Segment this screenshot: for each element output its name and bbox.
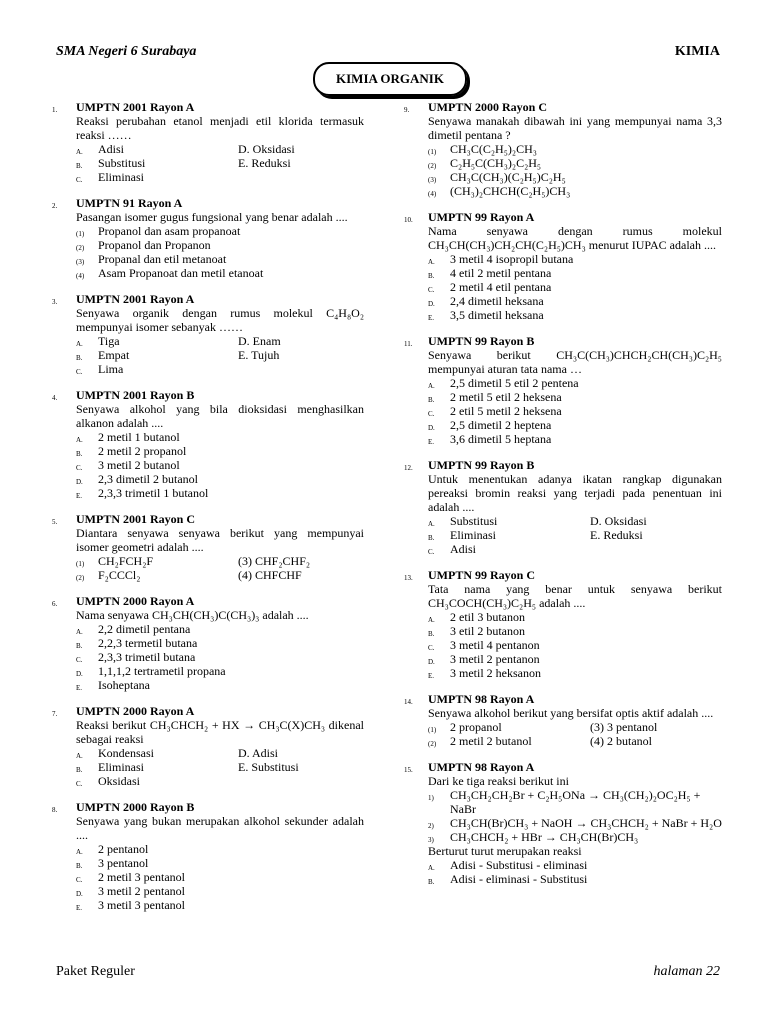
option-text: 2 metil 1 butanol (98, 430, 180, 444)
option-text: Lima (98, 362, 124, 376)
question-number: 12. (404, 464, 413, 472)
page-number: halaman 22 (653, 964, 720, 979)
option-label: A. (76, 752, 83, 760)
option-label: A. (428, 864, 435, 872)
option-label: C. (76, 876, 83, 884)
option-item (590, 720, 722, 734)
option-text: 2,2 dimetil pentana (98, 622, 191, 636)
question-source: UMPTN 2000 Rayon C (428, 100, 547, 114)
option-label: (1) (76, 230, 85, 238)
question-number: 11. (404, 340, 413, 348)
option-label: E. (76, 492, 83, 500)
options-list (428, 610, 722, 680)
options-list (76, 334, 364, 376)
reaction-item (428, 788, 722, 816)
option-text: 3 metil 2 pentanon (450, 652, 540, 666)
option-label: B. (76, 766, 83, 774)
option-label: A. (428, 520, 435, 528)
option-item (76, 430, 364, 444)
option-text: Substitusi (98, 156, 146, 170)
option-label: E. (428, 438, 435, 446)
option-text: CH₂FCH₂F (98, 554, 154, 568)
option-text: 3 etil 2 butanon (450, 624, 525, 638)
option-label: (4) (76, 272, 85, 280)
question-text: Tata nama yang benar untuk senyawa berikut CH₃COCH(CH₃)C₂H₅ adalah .... (428, 582, 722, 610)
option-item (76, 746, 238, 760)
question-text: Nama senyawa dengan rumus molekul CH₃CH(CH₃)CH₂CH(C₂H₅)CH₃ menurut IUPAC adalah .... (428, 224, 722, 252)
options-list (428, 858, 722, 886)
option-item (428, 418, 722, 432)
question-text: Senyawa organik dengan rumus molekul C₄H₈O₂ mempunyai isomer sebanyak …… (76, 306, 364, 334)
option-label: (1) (428, 726, 437, 734)
option-text: 3 metil 4 isopropil butana (450, 252, 574, 266)
option-item (76, 568, 238, 582)
option-item (76, 334, 238, 348)
question-source: UMPTN 99 Rayon A (428, 210, 535, 224)
section-title: KIMIA ORGANIK (313, 62, 467, 96)
option-label: (3) (428, 176, 437, 184)
option-text: (3) 3 pentanol (590, 720, 658, 734)
option-label: C. (428, 644, 435, 652)
question-item (404, 760, 722, 886)
question-item (404, 100, 722, 198)
option-text: 2,5 dimetil 2 heptena (450, 418, 552, 432)
option-item (238, 348, 364, 362)
school-name: SMA Negeri 6 Surabaya (56, 44, 197, 59)
question-item (404, 568, 722, 680)
option-item (428, 858, 722, 872)
option-item (428, 734, 590, 748)
option-label: C. (428, 286, 435, 294)
option-item (76, 224, 364, 238)
question-item (52, 512, 364, 582)
option-text: 1,1,1,2 tertrametil propana (98, 664, 226, 678)
option-label: D. (428, 300, 435, 308)
option-item (76, 856, 364, 870)
option-label: B. (76, 450, 83, 458)
question-source: UMPTN 2000 Rayon B (76, 800, 195, 814)
option-text: Propanal dan etil metanoat (98, 252, 227, 266)
option-text: 2 metil 4 etil pentana (450, 280, 552, 294)
option-item (428, 652, 722, 666)
question-number: 2. (52, 202, 58, 210)
option-item (428, 542, 590, 556)
option-label: C. (428, 410, 435, 418)
option-text: E. Tujuh (238, 348, 280, 362)
question-source: UMPTN 2000 Rayon A (76, 704, 195, 718)
option-text: 2,3,3 trimetil butana (98, 650, 196, 664)
option-label: E. (428, 672, 435, 680)
reaction-label: 1) (428, 794, 434, 802)
question-number: 15. (404, 766, 413, 774)
question-item (52, 100, 364, 184)
option-text: 4 etil 2 metil pentana (450, 266, 552, 280)
option-text: 2,5 dimetil 5 etil 2 pentena (450, 376, 579, 390)
question-number: 7. (52, 710, 58, 718)
option-text: Tiga (98, 334, 120, 348)
option-item (428, 514, 590, 528)
question-source: UMPTN 98 Rayon A (428, 760, 535, 774)
question-text: Senyawa alkohol yang bila dioksidasi menghasilkan alkanon adalah .... (76, 402, 364, 430)
option-item (76, 472, 364, 486)
question-item (404, 334, 722, 446)
option-item (428, 528, 590, 542)
option-item (76, 678, 364, 692)
option-label: B. (76, 162, 83, 170)
question-number: 10. (404, 216, 413, 224)
question-number: 6. (52, 600, 58, 608)
option-item (76, 486, 364, 500)
option-item (76, 650, 364, 664)
option-text: Isoheptana (98, 678, 150, 692)
question-item (52, 594, 364, 692)
option-item (76, 362, 238, 376)
option-text: D. Oksidasi (590, 514, 647, 528)
option-item (428, 666, 722, 680)
page-header (56, 44, 720, 64)
option-label: D. (76, 478, 83, 486)
question-source: UMPTN 99 Rayon C (428, 568, 535, 582)
option-text: Empat (98, 348, 130, 362)
question-text: Untuk menentukan adanya ikatan rangkap digunakan pereaksi bromin reaksi yang terjadi pada penentuan ini adalah .... (428, 472, 722, 514)
option-text: 3 metil 2 pentanol (98, 884, 185, 898)
question-text: Pasangan isomer gugus fungsional yang benar adalah .... (76, 210, 348, 224)
option-label: C. (76, 368, 83, 376)
option-label: B. (428, 878, 435, 886)
option-label: (3) (76, 258, 85, 266)
option-text: Adisi - eliminasi - Substitusi (450, 872, 588, 886)
option-text: Asam Propanoat dan metil etanoat (98, 266, 264, 280)
option-text: E. Substitusi (238, 760, 299, 774)
question-text: Diantara senyawa senyawa berikut yang mempunyai isomer geometri adalah .... (76, 526, 364, 554)
option-label: (1) (428, 148, 437, 156)
option-label: C. (76, 656, 83, 664)
option-label: C. (76, 176, 83, 184)
option-item (428, 184, 722, 198)
option-label: A. (76, 848, 83, 856)
options-list (76, 142, 364, 184)
option-item (76, 842, 364, 856)
question-source: UMPTN 91 Rayon A (76, 196, 183, 210)
question-item (404, 458, 722, 556)
option-item (76, 252, 364, 266)
reaction-item (428, 830, 722, 844)
option-text: Eliminasi (98, 170, 144, 184)
option-text: (4) CHFCHF (238, 568, 302, 582)
question-text: Senyawa manakah dibawah ini yang mempunyai nama 3,3 dimetil pentana ? (428, 114, 722, 142)
option-item (76, 348, 238, 362)
option-label: (2) (428, 740, 437, 748)
option-label: B. (76, 862, 83, 870)
option-text: 2,3 dimetil 2 butanol (98, 472, 198, 486)
question-number: 4. (52, 394, 58, 402)
option-label: D. (428, 424, 435, 432)
option-text: 3 pentanol (98, 856, 149, 870)
option-label: C. (76, 464, 83, 472)
question-source: UMPTN 2001 Rayon A (76, 100, 195, 114)
option-label: (2) (428, 162, 437, 170)
option-text: Eliminasi (98, 760, 144, 774)
option-label: A. (428, 382, 435, 390)
option-item (428, 280, 722, 294)
question-number: 13. (404, 574, 413, 582)
question-item (404, 210, 722, 322)
option-item (428, 432, 722, 446)
option-item (428, 308, 722, 322)
question-item (404, 692, 722, 748)
option-item (238, 760, 364, 774)
option-item (428, 156, 722, 170)
question-number: 1. (52, 106, 58, 114)
option-item (76, 444, 364, 458)
option-item (238, 746, 364, 760)
option-item (428, 390, 722, 404)
option-text: Propanol dan Propanon (98, 238, 211, 252)
options-list (76, 746, 364, 788)
option-text: (CH₃)₂CHCH(C₂H₅)CH₃ (450, 184, 571, 198)
option-text: 3 metil 2 butanol (98, 458, 180, 472)
option-text: 2,3,3 trimetil 1 butanol (98, 486, 209, 500)
option-item (590, 514, 722, 528)
subject-name: KIMIA (674, 44, 720, 59)
option-item (590, 734, 722, 748)
option-text: CH₃C(CH₃)(C₂H₅)C₂H₅ (450, 170, 566, 184)
options-list (428, 376, 722, 446)
option-label: B. (428, 396, 435, 404)
option-item (238, 156, 364, 170)
option-item (428, 266, 722, 280)
reaction-label: 2) (428, 822, 434, 830)
option-item (76, 622, 364, 636)
option-item (590, 528, 722, 542)
option-label: A. (428, 616, 435, 624)
question-text: Nama senyawa CH₃CH(CH₃)C(CH₃)₃ adalah .... (76, 608, 309, 622)
option-item (238, 334, 364, 348)
option-item (76, 898, 364, 912)
option-label: B. (428, 272, 435, 280)
option-text: 3 metil 2 heksanon (450, 666, 541, 680)
question-item (52, 292, 364, 376)
question-item (52, 704, 364, 788)
option-item (76, 238, 364, 252)
option-text: 2,2,3 termetil butana (98, 636, 198, 650)
option-text: 3,6 dimetil 5 heptana (450, 432, 552, 446)
option-text: (3) CHF₂CHF₂ (238, 554, 311, 568)
option-text: 3,5 dimetil heksana (450, 308, 544, 322)
option-label: (2) (76, 574, 85, 582)
option-text: 3 metil 4 pentanon (450, 638, 540, 652)
option-item (428, 170, 722, 184)
options-list (76, 842, 364, 912)
question-source: UMPTN 99 Rayon B (428, 458, 535, 472)
option-text: Oksidasi (98, 774, 140, 788)
option-item (238, 568, 364, 582)
question-source: UMPTN 98 Rayon A (428, 692, 535, 706)
option-text: 2 etil 3 butanon (450, 610, 525, 624)
question-source: UMPTN 99 Rayon B (428, 334, 535, 348)
option-text: F₂CCCl₂ (98, 568, 141, 582)
option-item (428, 638, 722, 652)
option-text: Kondensasi (98, 746, 154, 760)
question-source: UMPTN 2001 Rayon C (76, 512, 195, 526)
option-text: Substitusi (450, 514, 498, 528)
option-label: B. (76, 354, 83, 362)
option-item (428, 610, 722, 624)
question-text: Senyawa alkohol berikut yang bersifat optis aktif adalah .... (428, 706, 714, 720)
option-item (428, 142, 722, 156)
option-label: D. (428, 658, 435, 666)
option-label: A. (76, 628, 83, 636)
question-text: Reaksi perubahan etanol menjadi etil klorida termasuk reaksi …… (76, 114, 364, 142)
option-text: E. Reduksi (238, 156, 291, 170)
question-item (52, 800, 364, 912)
option-text: 2 metil 5 etil 2 heksena (450, 390, 562, 404)
option-label: C. (76, 780, 83, 788)
question-source: UMPTN 2001 Rayon A (76, 292, 195, 306)
option-item (238, 554, 364, 568)
option-text: 2 propanol (450, 720, 502, 734)
right-column (404, 100, 722, 898)
option-text: C₂H₅C(CH₃)₂C₂H₅ (450, 156, 542, 170)
option-label: A. (76, 436, 83, 444)
question-text: Senyawa berikut CH₃C(CH₃)CHCH₂CH(CH₃)C₂H₅ mempunyai aturan tata nama … (428, 348, 722, 376)
option-text: 2 metil 2 butanol (450, 734, 532, 748)
options-list (76, 554, 364, 582)
option-label: D. (76, 670, 83, 678)
option-label: C. (428, 548, 435, 556)
option-item (428, 376, 722, 390)
question-number: 9. (404, 106, 410, 114)
option-item (76, 636, 364, 650)
left-column (52, 100, 364, 924)
option-text: Adisi (450, 542, 477, 556)
option-text: 2,4 dimetil heksana (450, 294, 544, 308)
options-list (428, 514, 722, 556)
option-label: A. (76, 148, 83, 156)
option-text: 2 metil 3 pentanol (98, 870, 185, 884)
option-label: E. (428, 314, 435, 322)
option-item (428, 294, 722, 308)
option-item (76, 266, 364, 280)
option-label: B. (76, 642, 83, 650)
option-text: D. Enam (238, 334, 281, 348)
option-label: E. (76, 684, 83, 692)
option-item (76, 554, 238, 568)
option-label: B. (428, 630, 435, 638)
option-item (76, 142, 238, 156)
reaction-text: CH₃CH(Br)CH₃ + NaOH → CH₃CHCH₂ + NaBr + H₂O (450, 816, 722, 830)
question-text: Reaksi berikut CH₃CHCH₂ + HX → CH₃C(X)CH₃ dikenal sebagai reaksi (76, 718, 364, 746)
options-list (76, 224, 364, 280)
option-text: CH₃C(C₂H₅)₂CH₃ (450, 142, 537, 156)
option-text: D. Oksidasi (238, 142, 295, 156)
option-item (76, 170, 238, 184)
option-label: E. (76, 904, 83, 912)
footer-left: Paket Reguler (56, 964, 135, 979)
option-text: 2 pentanol (98, 842, 149, 856)
question-text: Senyawa yang bukan merupakan alkohol sekunder adalah .... (76, 814, 364, 842)
options-list (76, 430, 364, 500)
option-item (76, 156, 238, 170)
option-label: (4) (428, 190, 437, 198)
option-item (428, 872, 722, 886)
option-text: (4) 2 butanol (590, 734, 652, 748)
question-number: 3. (52, 298, 58, 306)
option-label: A. (76, 340, 83, 348)
option-item (76, 884, 364, 898)
option-text: 2 metil 2 propanol (98, 444, 187, 458)
options-list (428, 720, 722, 748)
question-text-2: Berturut turut merupakan reaksi (428, 844, 582, 858)
question-source: UMPTN 2001 Rayon B (76, 388, 195, 402)
option-text: D. Adisi (238, 746, 279, 760)
reaction-item (428, 816, 722, 830)
option-item (428, 404, 722, 418)
options-list (428, 252, 722, 322)
question-item (52, 388, 364, 500)
option-label: A. (428, 258, 435, 266)
question-number: 8. (52, 806, 58, 814)
question-number: 5. (52, 518, 58, 526)
option-text: 2 etil 5 metil 2 heksena (450, 404, 562, 418)
option-item (76, 664, 364, 678)
option-item (76, 870, 364, 884)
option-text: Adisi (98, 142, 125, 156)
option-text: Adisi - Substitusi - eliminasi (450, 858, 588, 872)
question-item (52, 196, 364, 280)
option-label: B. (428, 534, 435, 542)
question-source: UMPTN 2000 Rayon A (76, 594, 195, 608)
option-label: (2) (76, 244, 85, 252)
options-list (76, 622, 364, 692)
options-list (428, 142, 722, 198)
question-number: 14. (404, 698, 413, 706)
reaction-text: CH₃CH₂CH₂Br + C₂H₅ONa → CH₃(CH₂)₂OC₂H₅ + NaBr (450, 788, 701, 816)
option-item (76, 774, 238, 788)
option-item (238, 142, 364, 156)
option-item (428, 624, 722, 638)
option-item (428, 252, 722, 266)
option-label: D. (76, 890, 83, 898)
option-text: 3 metil 3 pentanol (98, 898, 185, 912)
reaction-label: 3) (428, 836, 434, 844)
option-text: Eliminasi (450, 528, 496, 542)
option-item (76, 760, 238, 774)
question-text: Dari ke tiga reaksi berikut ini (428, 774, 569, 788)
option-item (428, 720, 590, 734)
reaction-text: CH₃CHCH₂ + HBr → CH₃CH(Br)CH₃ (450, 830, 639, 844)
option-item (76, 458, 364, 472)
option-text: Propanol dan asam propanoat (98, 224, 241, 238)
option-text: E. Reduksi (590, 528, 643, 542)
option-label: (1) (76, 560, 85, 568)
reaction-list (428, 788, 722, 844)
